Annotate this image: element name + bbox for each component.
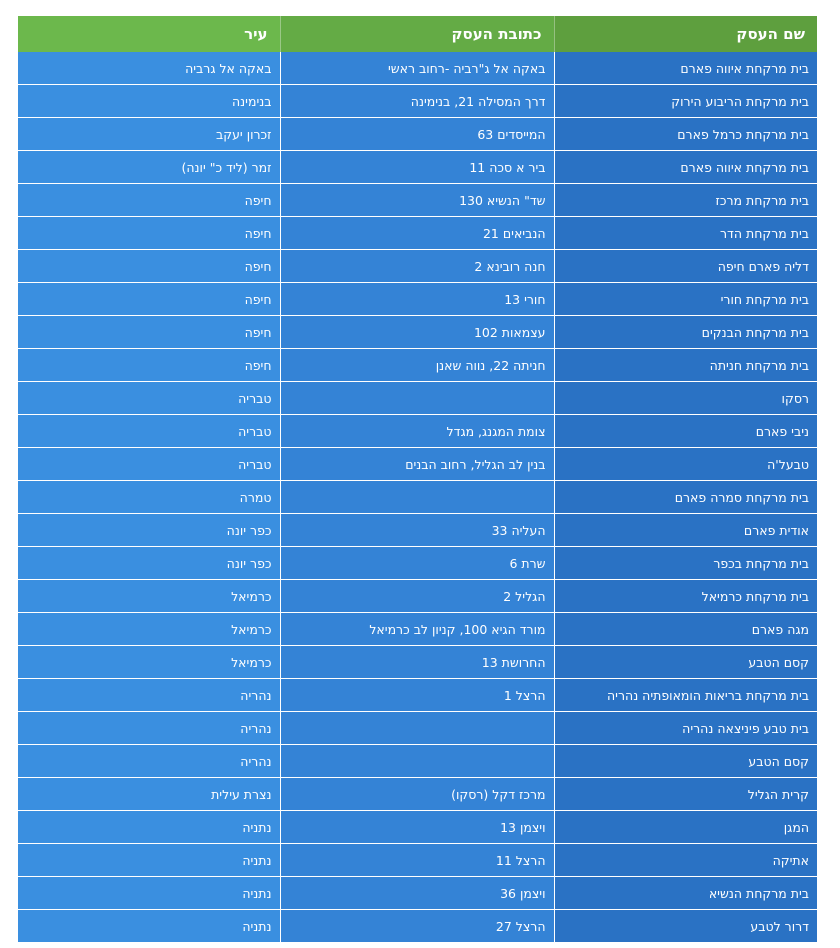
table-row [18,679,817,712]
cell-business-address: שרת 6 [280,547,554,580]
table-row [18,415,817,448]
table-row [18,283,817,316]
cell-city: כפר יונה [18,514,280,547]
cell-business-address: חורי 13 [280,283,554,316]
cell-business-name: קסם הטבע [554,745,817,778]
cell-city: נהריה [18,712,280,745]
cell-city: חיפה [18,217,280,250]
cell-city: זמר (ליד כ" יונה) [18,151,280,184]
cell-business-address: באקה אל ג"רביה -רחוב ראשי [280,52,554,85]
cell-business-name: קסם הטבע [554,646,817,679]
cell-business-name: אתיקה [554,844,817,877]
cell-business-name: בית מרקחת הבנקים [554,316,817,349]
cell-business-address: מרכז דקל (רסקו) [280,778,554,811]
cell-business-name: בית מרקחת חורי [554,283,817,316]
table-row [18,151,817,184]
cell-city: באקה אל גרביה [18,52,280,85]
cell-business-address: חניתה 22, נווה שאנן [280,349,554,382]
cell-business-address: עצמאות 102 [280,316,554,349]
cell-city: טמרה [18,481,280,514]
table-row [18,910,817,943]
cell-business-address [280,382,554,415]
table-row [18,712,817,745]
cell-business-name: בית מרקחת הריבוע הירוק [554,85,817,118]
cell-city: נתניה [18,844,280,877]
header-row [18,16,817,52]
cell-business-address: הגליל 2 [280,580,554,613]
table-row [18,217,817,250]
table-row [18,547,817,580]
table-row [18,349,817,382]
table-row [18,877,817,910]
header-business-address[interactable]: כתובת העסק [280,16,554,52]
cell-city: חיפה [18,283,280,316]
cell-business-name: בית מרקחת הדר [554,217,817,250]
cell-business-name: בית מרקחת כרמיאל [554,580,817,613]
cell-business-address: המייסדים 63 [280,118,554,151]
table-row [18,514,817,547]
table-row [18,382,817,415]
cell-business-name: דליה פארם חיפה [554,250,817,283]
cell-business-address: חנה רובינא 2 [280,250,554,283]
cell-business-address: החרושת 13 [280,646,554,679]
cell-business-name: דרור לטבע [554,910,817,943]
table-row [18,448,817,481]
cell-business-name: בית מרקחת מרכז [554,184,817,217]
cell-business-name: קרית הגליל [554,778,817,811]
cell-business-name: בית מרקחת סמרה פארם [554,481,817,514]
cell-business-address: העליה 33 [280,514,554,547]
pharmacy-table-container [18,16,817,943]
header-city[interactable]: עיר [18,16,280,52]
cell-business-name: ניבי פארם [554,415,817,448]
cell-business-address [280,745,554,778]
cell-business-name: בית מרקחת בכפר [554,547,817,580]
cell-business-address: ויצמן 36 [280,877,554,910]
table-row [18,745,817,778]
cell-business-name: טבעל'ה [554,448,817,481]
cell-city: נתניה [18,910,280,943]
cell-city: חיפה [18,316,280,349]
table-row [18,778,817,811]
cell-city: חיפה [18,349,280,382]
cell-business-name: אודית פארם [554,514,817,547]
cell-city: טבריה [18,382,280,415]
table-row [18,844,817,877]
table-row [18,613,817,646]
cell-business-name: המגן [554,811,817,844]
cell-city: נהריה [18,745,280,778]
cell-business-address: ביר א סכה 11 [280,151,554,184]
cell-business-address: הרצל 27 [280,910,554,943]
cell-business-name: בית מרקחת חניתה [554,349,817,382]
cell-business-address [280,712,554,745]
cell-business-address: הנביאים 21 [280,217,554,250]
cell-business-name: בית מרקחת הנשיא [554,877,817,910]
cell-business-address: בנין לב הגליל, רחוב הבנים [280,448,554,481]
table-row [18,85,817,118]
cell-city: נהריה [18,679,280,712]
cell-business-address: ויצמן 13 [280,811,554,844]
table-header [18,16,817,52]
cell-business-name: מגה פארם [554,613,817,646]
cell-business-name: בית טבע פיניצאה נהריה [554,712,817,745]
cell-city: נתניה [18,877,280,910]
cell-city: נצרת עילית [18,778,280,811]
cell-business-address: מורד הגיא 100, קניון לב כרמיאל [280,613,554,646]
cell-city: כרמיאל [18,580,280,613]
cell-city: חיפה [18,250,280,283]
table-row [18,811,817,844]
table-row [18,481,817,514]
cell-business-name: בית מרקחת איווה פארם [554,151,817,184]
table-row [18,184,817,217]
table-row [18,580,817,613]
table-body [18,52,817,943]
cell-city: זכרון יעקב [18,118,280,151]
cell-business-name: בית מרקחת כרמל פארם [554,118,817,151]
cell-city: טבריה [18,448,280,481]
table-row [18,118,817,151]
cell-business-address: דרך המסילה 21, בנימינה [280,85,554,118]
header-business-name[interactable]: שם העסק [554,16,817,52]
cell-business-name: בית מרקחת בריאות הומאופתיה נהריה [554,679,817,712]
cell-city: בנימינה [18,85,280,118]
cell-business-address: צומת המגנג, מגדל [280,415,554,448]
table-row [18,52,817,85]
cell-business-name: בית מרקחת איווה פארם [554,52,817,85]
cell-business-name: רסקו [554,382,817,415]
cell-city: חיפה [18,184,280,217]
pharmacy-table [18,16,817,943]
cell-city: טבריה [18,415,280,448]
table-row [18,646,817,679]
table-row [18,250,817,283]
cell-business-address [280,481,554,514]
table-row [18,316,817,349]
cell-city: כרמיאל [18,646,280,679]
cell-business-address: הרצל 1 [280,679,554,712]
cell-city: כרמיאל [18,613,280,646]
cell-city: נתניה [18,811,280,844]
cell-business-address: שד" הנשיא 130 [280,184,554,217]
cell-city: כפר יונה [18,547,280,580]
cell-business-address: הרצל 11 [280,844,554,877]
